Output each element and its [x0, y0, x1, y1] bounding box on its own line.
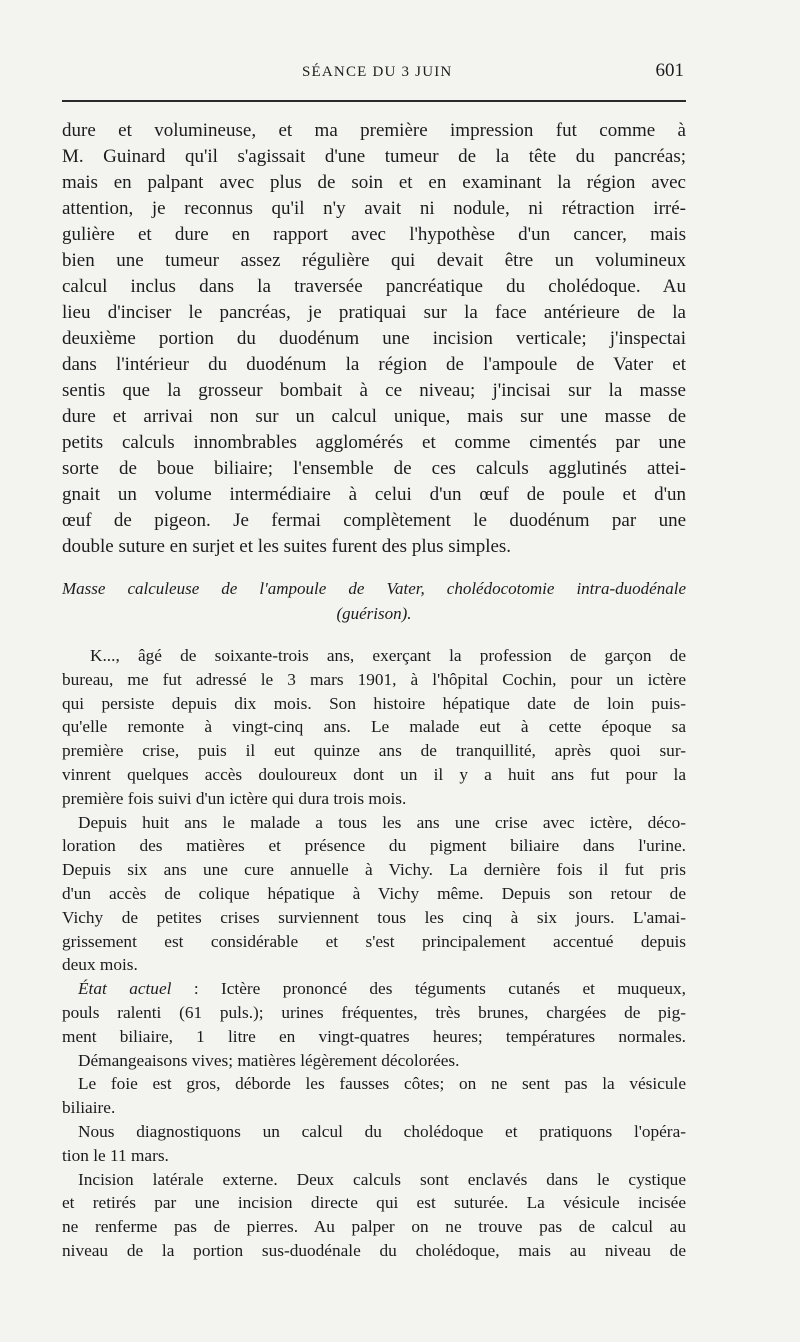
text-line: première fois suivi d'un ictère qui dura trois mois.: [62, 788, 407, 808]
etat-actuel-label: État actuel: [78, 979, 172, 999]
page-number: 601: [655, 60, 684, 81]
text-line: vinrent quelques accès douloureux dont un il y a huit ans fut pour la: [62, 764, 686, 784]
text-line: tion le 11 mars.: [62, 1145, 169, 1165]
text-line: Nous diagnostiquons un calcul du cholédoque et pratiquons l'opéra-: [78, 1121, 686, 1141]
case-report: [62, 644, 686, 1263]
text-line: qu'elle remonte à vingt-cinq ans. Le malade eut à cette époque sa: [62, 717, 686, 737]
text-line: petits calculs innombrables agglomérés et comme cimentés par une: [62, 432, 686, 453]
text-line: dans l'intérieur du duodénum la région de l'ampoule de Vater et: [62, 354, 686, 375]
text-line: qui persiste depuis dix mois. Son histoire hépatique date de loin puis-: [62, 693, 686, 713]
text-line: Depuis six ans une cure annuelle à Vichy. La dernière fois il fut pris: [62, 860, 686, 880]
text-line: première crise, puis il eut quinze ans de tranquillité, après quoi sur-: [62, 741, 686, 761]
text-line: pouls ralenti (61 puls.); urines fréquentes, très brunes, chargées de pig-: [62, 1002, 686, 1022]
text-line: deux mois.: [62, 955, 138, 975]
text-line: loration des matières et présence du pigment biliaire dans l'urine.: [62, 836, 686, 856]
text-line: grissement est considérable et s'est principalement accentué depuis: [62, 931, 686, 951]
header-rule: [62, 100, 686, 102]
text-line: ment biliaire, 1 litre en vingt-quatres heures; températures normales.: [62, 1026, 686, 1046]
text-line: gnait un volume intermédiaire à celui d'un œuf de poule et d'un: [62, 484, 686, 505]
text-line: [62, 977, 686, 1001]
text-line: Depuis huit ans le malade a tous les ans une crise avec ictère, déco-: [78, 812, 686, 832]
paragraph-continued: [62, 118, 686, 560]
text-line: dure et volumineuse, et ma première impression fut comme à: [62, 120, 686, 141]
page-header: [62, 60, 686, 86]
text-line: M. Guinard qu'il s'agissait d'une tumeur de la tête du pancréas;: [62, 146, 686, 167]
text-line: calcul inclus dans la traversée pancréatique du cholédoque. Au: [62, 276, 686, 297]
text-line: ne renferme pas de pierres. Au palper on ne trouve pas de calcul au: [62, 1217, 686, 1237]
text-line: K..., âgé de soixante-trois ans, exerçant la profession de garçon de: [90, 646, 686, 665]
text-line: sentis que la grosseur bombait à ce niveau; j'incisai sur la masse: [62, 380, 686, 401]
text-line: lieu d'inciser le pancréas, je pratiquai sur la face antérieure de la: [62, 302, 686, 323]
text-line: gulière et dure en rapport avec l'hypothèse d'un cancer, mais: [62, 224, 686, 245]
text-line: dure et arrivai non sur un calcul unique, mais sur une masse de: [62, 406, 686, 427]
case-title: [62, 576, 686, 626]
case-title-line: Masse calculeuse de l'ampoule de Vater, cholédocotomie intra-duodénale: [62, 579, 686, 598]
text-line: d'un accès de colique hépatique à Vichy même. Depuis son retour de: [62, 883, 686, 903]
text-line: mais en palpant avec plus de soin et en examinant la région avec: [62, 172, 686, 193]
text-line: deuxième portion du duodénum une incision verticale; j'inspectai: [62, 328, 686, 349]
text-line: Incision latérale externe. Deux calculs sont enclavés dans le cystique: [78, 1169, 686, 1189]
text-line: bureau, me fut adressé le 3 mars 1901, à l'hôpital Cochin, pour un ictère: [62, 669, 686, 689]
text-line: Démangeaisons vives; matières légèrement décolorées.: [78, 1050, 460, 1070]
text-line: biliaire.: [62, 1098, 116, 1118]
text-line: double suture en surjet et les suites furent des plus simples.: [62, 536, 512, 557]
running-title: SÉANCE DU 3 JUIN: [302, 64, 453, 80]
case-title-line: (guérison).: [336, 604, 412, 623]
text-fragment: : Ictère prononcé des téguments cutanés et muqueux,: [171, 979, 686, 999]
text-line: sorte de boue biliaire; l'ensemble de ces calculs agglutinés attei-: [62, 458, 686, 479]
text-line: œuf de pigeon. Je fermai complètement le duodénum par une: [62, 510, 686, 531]
text-line: et retirés par une incision directe qui est suturée. La vésicule incisée: [62, 1193, 686, 1213]
text-line: Le foie est gros, déborde les fausses côtes; on ne sent pas la vésicule: [78, 1074, 686, 1094]
text-line: bien une tumeur assez régulière qui devait être un volumineux: [62, 250, 686, 271]
text-line: Vichy de petites crises surviennent tous les cinq à six jours. L'amai-: [62, 907, 686, 927]
text-line: attention, je reconnus qu'il n'y avait ni nodule, ni rétraction irré-: [62, 198, 686, 219]
text-line: niveau de la portion sus-duodénale du cholédoque, mais au niveau de: [62, 1240, 686, 1260]
